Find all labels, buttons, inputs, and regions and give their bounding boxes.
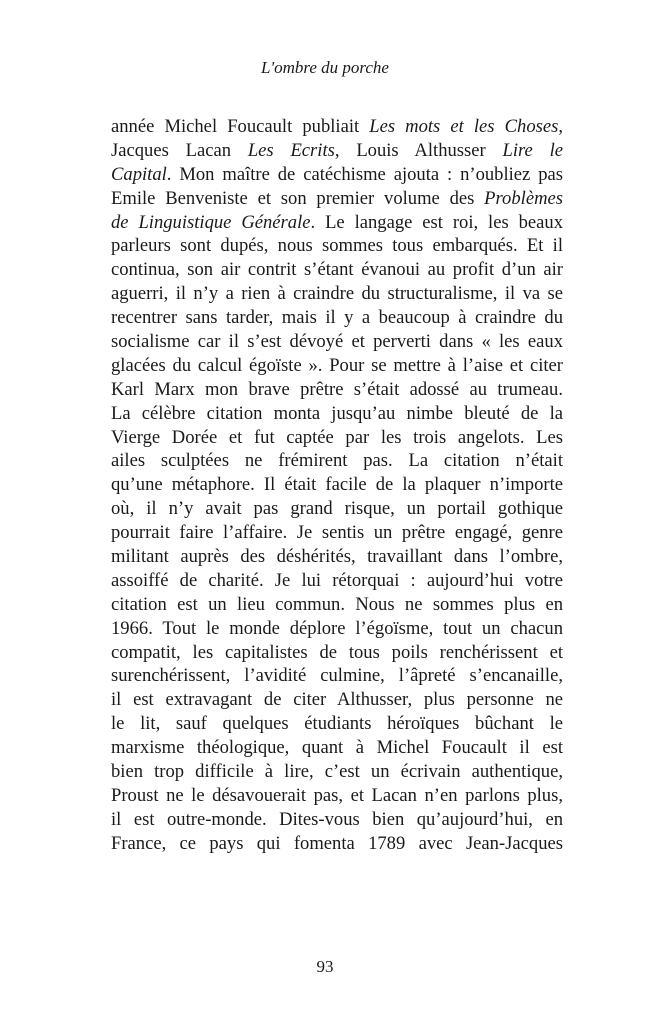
italic-title: Lire le bbox=[502, 139, 564, 161]
text-line bbox=[111, 760, 563, 784]
text-segment: socialisme car il s’est dévoyé et perverti dans « les eaux bbox=[111, 331, 563, 353]
text-segment: surenchérissent, l’avidité culmine, l’âpreté s’encanaille, bbox=[111, 665, 563, 687]
text-segment: Karl Marx mon brave prêtre s’était adossé au trumeau. bbox=[111, 378, 563, 400]
text-line bbox=[111, 808, 563, 832]
text-line bbox=[111, 784, 563, 808]
text-line bbox=[111, 115, 563, 139]
text-segment: , bbox=[558, 116, 563, 137]
text-segment: Proust ne le désavouerait pas, et Lacan n’en parlons plus, bbox=[111, 784, 563, 806]
text-segment: bien trop difficile à lire, c’est un écrivain authentique, bbox=[111, 761, 563, 783]
text-line bbox=[111, 664, 563, 688]
text-line bbox=[111, 378, 563, 402]
text-segment: France, ce pays qui fomenta 1789 avec Jean-Jacques bbox=[111, 832, 563, 854]
text-segment: Jacques Lacan bbox=[111, 139, 248, 161]
text-line bbox=[111, 832, 563, 856]
text-segment: , Louis Althusser bbox=[334, 139, 503, 161]
text-segment: recentrer sans tarder, mais il y a beaucoup à craindre du bbox=[111, 307, 563, 329]
text-segment: où, il n’y avait pas grand risque, un portail gothique bbox=[111, 498, 563, 520]
text-line bbox=[111, 234, 563, 258]
italic-title: Les Ecrits bbox=[247, 139, 335, 161]
text-segment: qu’une métaphore. Il était facile de la plaquer n’importe bbox=[111, 474, 563, 496]
text-line bbox=[111, 282, 563, 306]
text-segment: militant auprès des déshérités, travaillant dans l’ombre, bbox=[111, 546, 563, 568]
text-segment: Emile Benveniste et son premier volume des bbox=[111, 187, 485, 209]
text-segment: La célèbre citation monta jusqu’au nimbe bleuté de la bbox=[111, 402, 563, 424]
text-segment: . Le langage est roi, les beaux bbox=[310, 211, 563, 233]
text-segment: aguerri, il n’y a rien à craindre du structuralisme, il va se bbox=[111, 283, 563, 305]
text-segment: parleurs sont dupés, nous sommes tous embarqués. Et il bbox=[111, 235, 563, 257]
text-segment: ailes sculptées ne frémirent pas. La citation n’était bbox=[111, 450, 563, 472]
text-line bbox=[111, 688, 563, 712]
text-line bbox=[111, 258, 563, 282]
text-segment: glacées du calcul égoïste ». Pour se mettre à l’aise et citer bbox=[111, 354, 563, 376]
italic-title: de Linguistique Générale bbox=[111, 211, 311, 233]
text-line bbox=[111, 473, 563, 497]
text-line bbox=[111, 497, 563, 521]
text-segment: le lit, sauf quelques étudiants héroïques bûchant le bbox=[111, 713, 563, 735]
text-line bbox=[111, 402, 563, 426]
text-line bbox=[111, 211, 563, 235]
italic-title: Problèmes bbox=[484, 187, 563, 209]
text-line bbox=[111, 426, 563, 450]
text-line bbox=[111, 163, 563, 187]
text-segment: pourrait faire l’affaire. Je sentis un prêtre engagé, genre bbox=[111, 522, 563, 544]
text-segment: compatit, les capitalistes de tous poils renchérissent et bbox=[111, 641, 563, 663]
text-line bbox=[111, 330, 563, 354]
text-segment: il est outre-monde. Dites-vous bien qu’aujourd’hui, en bbox=[111, 808, 563, 830]
text-segment: Vierge Dorée et fut captée par les trois angelots. Les bbox=[111, 426, 563, 448]
running-head: L'ombre du porche bbox=[261, 58, 389, 77]
text-segment: citation est un lieu commun. Nous ne sommes plus en bbox=[111, 593, 563, 615]
text-segment: continua, son air contrit s’étant évanoui au profit d’un air bbox=[111, 259, 563, 281]
text-line bbox=[111, 354, 563, 378]
text-line bbox=[111, 569, 563, 593]
text-line bbox=[111, 521, 563, 545]
text-segment: assoiffé de charité. Je lui rétorquai : aujourd’hui votre bbox=[111, 569, 563, 591]
text-line bbox=[111, 641, 563, 665]
text-line bbox=[111, 139, 563, 163]
body-text bbox=[111, 115, 563, 856]
text-line bbox=[111, 712, 563, 736]
text-line bbox=[111, 545, 563, 569]
text-line bbox=[111, 617, 563, 641]
italic-title: Les mots et les Choses bbox=[369, 116, 559, 137]
text-line bbox=[111, 306, 563, 330]
text-segment: 1966. Tout le monde déplore l’égoïsme, tout un chacun bbox=[111, 617, 563, 639]
text-line bbox=[111, 593, 563, 617]
text-segment: . Mon maître de catéchisme ajouta : n’oubliez pas bbox=[166, 163, 563, 185]
text-line bbox=[111, 449, 563, 473]
text-segment: année Michel Foucault publiait bbox=[111, 116, 370, 137]
text-segment: marxisme théologique, quant à Michel Foucault il est bbox=[111, 737, 563, 759]
text-line bbox=[111, 736, 563, 760]
text-segment: il est extravagant de citer Althusser, plus personne ne bbox=[111, 689, 563, 711]
text-line bbox=[111, 187, 563, 211]
page-number: 93 bbox=[316, 957, 334, 976]
italic-title: Capital bbox=[111, 163, 167, 185]
